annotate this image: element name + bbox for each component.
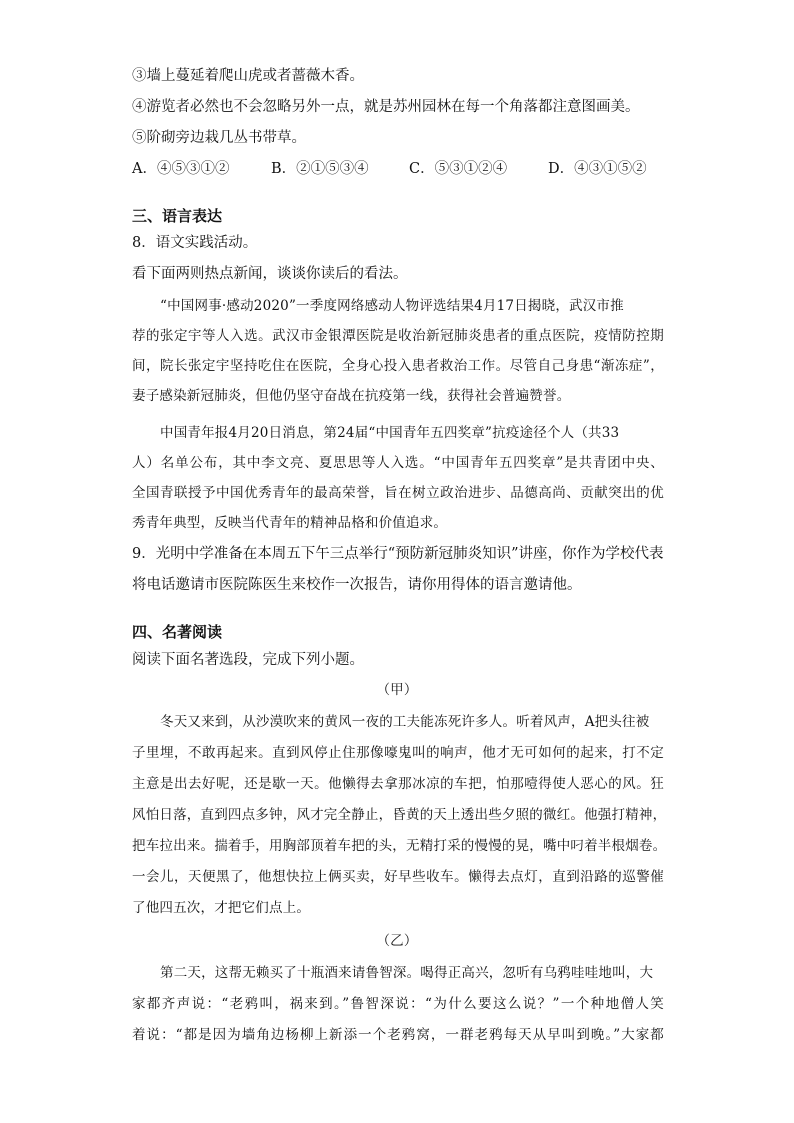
news1-line: 荐的张定宇等人入选。武汉市金银潭医院是收治新冠肺炎患者的重点医院，疫情防控期 [132, 328, 664, 344]
question-9-line: 将电话邀请市医院陈医生来校作一次报告，请你用得体的语言邀请他。 [132, 577, 582, 593]
excerpt-jia-label: （甲） [376, 682, 418, 698]
news1-line: “中国网事·感动2020”一季度网络感动人物评选结果4月17日揭晓，武汉市推 [160, 298, 624, 314]
section-4-instruction: 阅读下面名著选段，完成下列小题。 [132, 652, 364, 668]
section-4-title: 四、名著阅读 [132, 623, 223, 641]
excerpt-yi-line: 家都齐声说：“老鸦叫，祸来到。”鲁智深说：“为什么要这么说？”一个种地僧人笑 [132, 996, 664, 1012]
excerpt-jia-line: 冬天又来到，从沙漠吹来的黄风一夜的工夫能冻死许多人。听着风声，A把头往被 [160, 714, 650, 730]
news1-line: 妻子感染新冠肺炎，但他仍坚守奋战在抗疫第一线，获得社会普遍赞誉。 [132, 388, 571, 404]
option-item-5: ⑤阶砌旁边栽几丛书带草。 [132, 130, 306, 146]
question-8-instruction: 看下面两则热点新闻，谈谈你读后的看法。 [132, 266, 408, 282]
excerpt-jia-line: 把车拉出来。揣着手，用胸部顶着车把的头，无精打采的慢慢的晃，嘴中叼着半根烟卷。 [132, 838, 667, 854]
excerpt-jia-line: 一会儿，天便黑了，他想快拉上俩买卖，好早些收车。懒得去点灯，直到沿路的巡警催 [132, 869, 664, 885]
question-9-line: 9．光明中学准备在本周五下午三点举行“预防新冠肺炎知识”讲座，你作为学校代表 [132, 546, 664, 562]
excerpt-yi-line: 着说：“都是因为墙角边杨柳上新添一个老鸦窝，一群老鸦每天从早叫到晚。”大家都 [132, 1027, 664, 1043]
choice-c: C．⑤③①②④ [409, 161, 508, 177]
excerpt-jia-line: 风怕日落，直到四点多钟，风才完全静止，昏黄的天上透出些夕照的微红。他强打精神， [132, 807, 667, 823]
news2-line: 人）名单公布，其中李文亮、夏思思等人入选。“中国青年五四奖章”是共青团中央、 [132, 455, 664, 471]
news1-line: 间，院长张定宇坚持吃住在医院，全身心投入患者救治工作。尽管自己身患“渐冻症”， [132, 358, 664, 374]
excerpt-jia-line: 主意是出去好呢，还是歇一天。他懒得去拿那冰凉的车把，怕那噎得使人恶心的风。狂 [132, 776, 664, 792]
excerpt-jia-line: 子里埋，不敢再起来。直到风停止住那像嚎鬼叫的响声，他才无可如何的起来，打不定 [132, 745, 664, 761]
news2-line: 全国青联授予中国优秀青年的最高荣誉，旨在树立政治进步、品德高尚、贡献突出的优 [132, 485, 664, 501]
choice-b: B．②①⑤③④ [271, 161, 369, 177]
answer-choices [132, 159, 692, 179]
question-8: 8．语文实践活动。 [132, 235, 258, 251]
excerpt-yi-line: 第二天，这帮无赖买了十瓶酒来请鲁智深。喝得正高兴，忽听有乌鸦哇哇地叫，大 [160, 965, 654, 981]
news2-line: 秀青年典型，反映当代青年的精神品格和价值追求。 [132, 515, 448, 531]
choice-a: A．④⑤③①② [132, 161, 230, 177]
option-item-3: ③墙上蔓延着爬山虎或者蔷薇木香。 [132, 68, 364, 84]
news2-line: 中国青年报4月20日消息，第24届“中国青年五四奖章”抗疫途径个人（共33 [160, 425, 620, 441]
choice-d: D．④③①⑤② [548, 161, 647, 177]
section-3-title: 三、语言表达 [132, 207, 223, 225]
option-item-4: ④游览者必然也不会忽略另外一点，就是苏州园林在每一个角落都注意图画美。 [132, 99, 640, 115]
excerpt-yi-label: （乙） [376, 933, 418, 949]
excerpt-jia-line: 了他四五次，才把它们点上。 [132, 900, 311, 916]
